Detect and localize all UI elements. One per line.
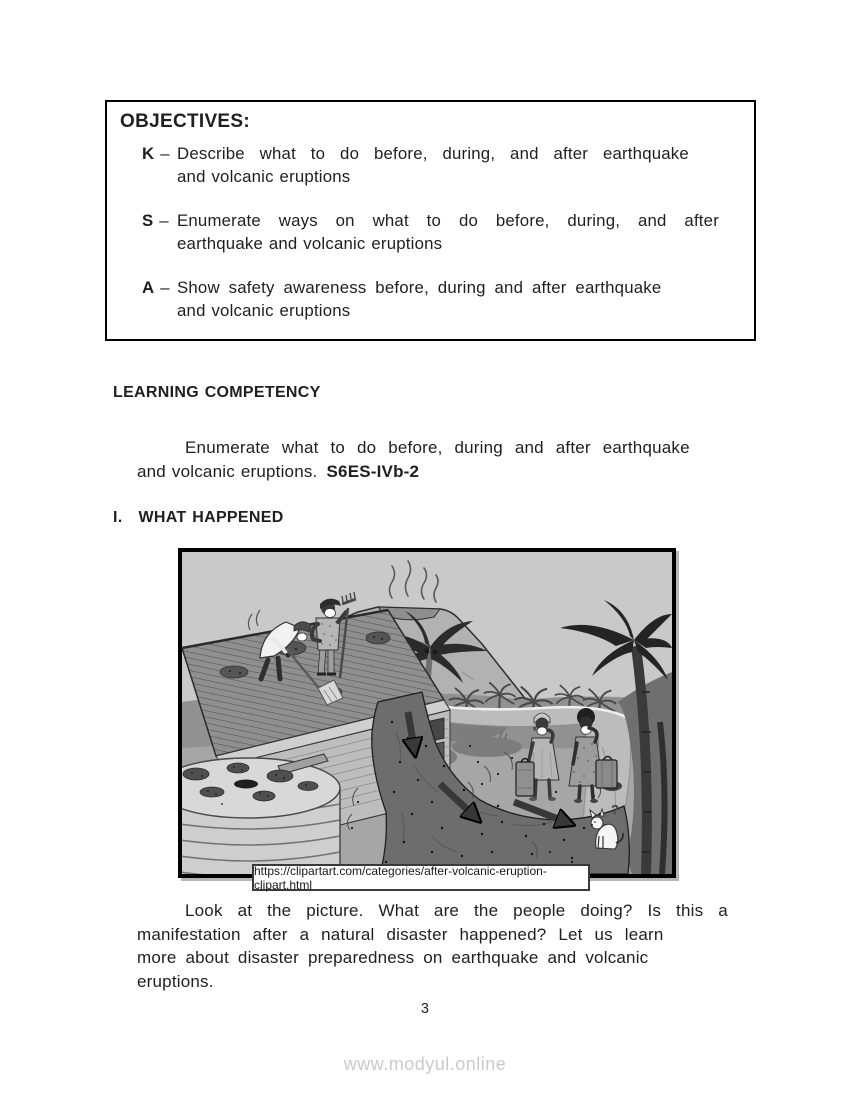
section-heading <box>113 509 284 527</box>
page-number: 3 <box>420 1001 430 1017</box>
water-tank <box>182 754 340 874</box>
competency-line-2: and volcanic eruptions. S6ES-IVb-2 <box>137 461 420 481</box>
figure-caption <box>252 864 590 891</box>
watermark: www.modyul.online <box>343 1054 507 1074</box>
after-eruption-illustration <box>182 552 672 874</box>
objective-text-k: Describe what to do before, during, and after earthquake and volcanic eruptions <box>177 144 689 186</box>
question-mark: ? <box>611 802 620 817</box>
objective-text-s: Enumerate ways on what to do before, during, and after earthquake and volcanic eruptions <box>177 211 719 253</box>
objectives-box <box>105 100 756 341</box>
objective-item-s <box>142 209 750 255</box>
illustration-figure <box>178 548 676 878</box>
learning-competency-heading: LEARNING COMPETENCY <box>113 384 321 401</box>
section-numeral: I. <box>113 509 123 526</box>
objectives-title: OBJECTIVES: <box>120 111 250 132</box>
objective-letter-k: K – <box>142 144 170 163</box>
objective-text-a: Show safety awareness before, during and after earthquake and volcanic eruptions <box>177 278 662 320</box>
section-title: WHAT HAPPENED <box>138 509 284 526</box>
objective-letter-s: S – <box>142 211 169 230</box>
objective-item-k <box>142 142 750 188</box>
competency-line-1: Enumerate what to do before, during and after earthquake <box>185 438 690 457</box>
competency-paragraph <box>137 436 756 483</box>
closing-paragraph: Look at the picture. What are the people doing? Is this a manifestation after a natural disaster happened? Let us learn more about disaster preparedness on earthquake and volcanic eruptions. <box>137 901 728 991</box>
competency-code: S6ES-IVb-2 <box>326 461 420 481</box>
objective-item-a <box>142 276 750 322</box>
figure-caption-url: https://clipartart.com/categories/after-volcanic-eruption-clipart.html <box>254 863 547 892</box>
objective-letter-a: A – <box>142 278 170 297</box>
